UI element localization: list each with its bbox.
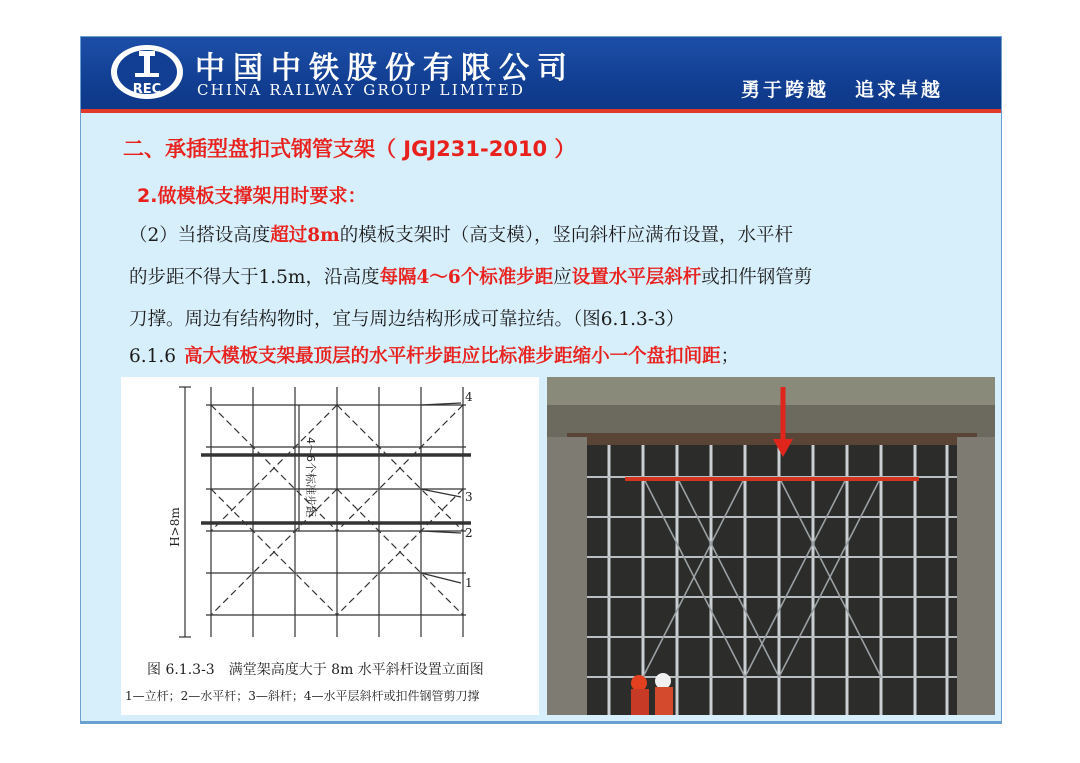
clause-6-1-6	[129, 342, 739, 368]
clause-end: ；	[720, 346, 740, 367]
step-label: 4～6个标准步距	[304, 437, 317, 517]
text-run: 的步距不得大于1.5m，沿高度	[129, 267, 380, 288]
slogan	[741, 75, 969, 102]
text-run: 的模板支架时（高支模），竖向斜杆应满布设置，水平杆	[339, 225, 793, 246]
highlight-run: 超过8m	[270, 225, 340, 246]
logo-text: REC	[132, 82, 162, 97]
header-stripe	[81, 109, 1001, 113]
text-run: （2）当搭设高度	[129, 225, 271, 246]
callout-2: 2	[465, 526, 473, 540]
paragraph-line-1	[129, 215, 989, 257]
paragraph-line-2	[129, 257, 989, 299]
callout-4: 4	[465, 390, 473, 404]
scaffold-photo-illustration	[547, 377, 995, 715]
slogan-part-2: 追求卓越	[855, 79, 944, 101]
elevation-drawing	[121, 377, 539, 715]
sub-title: 2.做模板支撑架用时要求：	[137, 185, 367, 207]
clause-number: 6.1.6	[129, 346, 177, 367]
slide	[80, 36, 1002, 724]
site-photo	[547, 377, 995, 715]
paragraph-line-3: 刀撑。周边有结构物时，宜与周边结构形成可靠拉结。（图6.1.3-3）	[129, 309, 685, 330]
company-name-en: CHINA RAILWAY GROUP LIMITED	[197, 81, 526, 99]
slogan-part-1: 勇于跨越	[741, 79, 830, 101]
scaffold-elevation-diagram	[121, 377, 539, 657]
text-run: 应	[553, 267, 572, 288]
height-label: H>8m	[168, 507, 182, 547]
company-logo-icon	[109, 43, 185, 101]
callout-1: 1	[465, 576, 473, 590]
figure-caption: 图 6.1.3-3 满堂架高度大于 8m 水平斜杆设置立面图	[147, 662, 484, 678]
text-run: 或扣件钢管剪	[701, 267, 813, 288]
section-title: 二、承插型盘扣式钢管支架（ JGJ231-2010 ）	[123, 137, 576, 161]
company-name-cn: 中国中铁股份有限公司	[195, 51, 575, 86]
figure-legend: 1—立杆；2—水平杆；3—斜杆；4—水平层斜杆或扣件钢管剪刀撑	[125, 689, 480, 703]
highlight-run: 设置水平层斜杆	[571, 267, 702, 288]
clause-text: 高大模板支架最顶层的水平杆步距应比标准步距缩小一个盘扣间距	[184, 346, 721, 367]
callout-3: 3	[465, 490, 473, 504]
requirement-paragraph	[129, 215, 989, 341]
slide-bottom-border	[81, 721, 1001, 723]
header-band	[81, 37, 1001, 109]
highlight-run: 每隔4～6个标准步距	[379, 267, 554, 288]
